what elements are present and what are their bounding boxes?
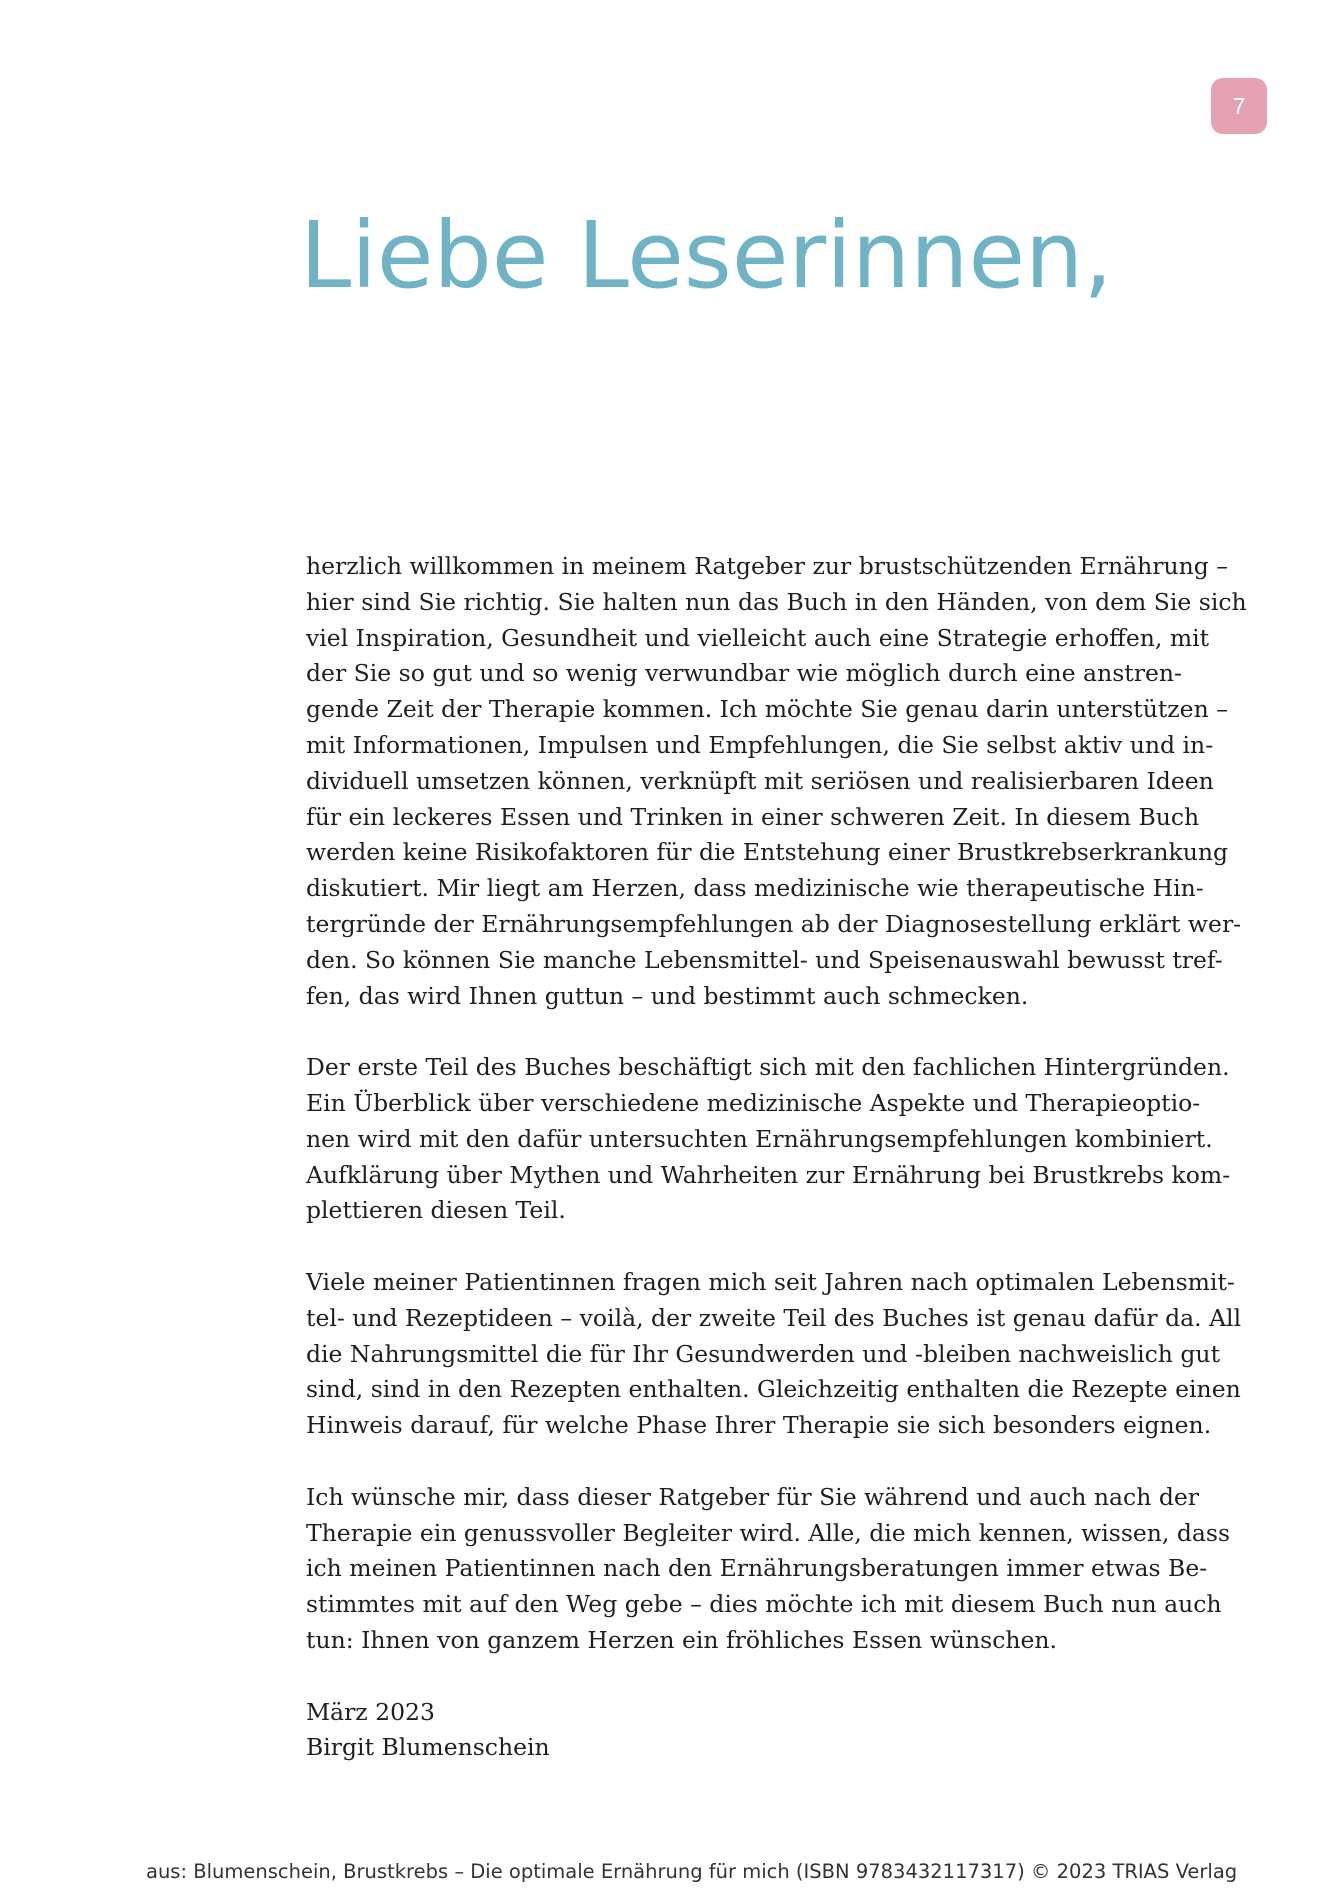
text-line: Hinweis darauf, für welche Phase Ihrer Therapie sie sich besonders eignen. <box>306 1411 1212 1440</box>
text-line: Ich wünsche mir, dass dieser Ratgeber für Sie während und auch nach der <box>306 1482 1199 1511</box>
paragraph-intro <box>306 549 1247 1014</box>
text-line: Ein Überblick über verschiedene medizinische Aspekte und Therapieoptio- <box>306 1088 1201 1117</box>
text-line: werden keine Risikofaktoren für die Entstehung einer Brustkrebserkrankung <box>306 838 1229 867</box>
page-number-badge: 7 <box>1211 78 1267 134</box>
text-line: viel Inspiration, Gesundheit und vielleicht auch eine Strategie erhoffen, mit <box>306 623 1210 652</box>
text-line: nen wird mit den dafür untersuchten Ernährungsempfehlungen kombiniert. <box>306 1124 1213 1153</box>
signoff-date: März 2023 <box>306 1697 435 1726</box>
text-line: der Sie so gut und so wenig verwundbar wie möglich durch eine anstren- <box>306 659 1182 688</box>
paragraph-closing <box>306 1480 1231 1659</box>
letter-body <box>306 549 1247 1766</box>
text-line: gende Zeit der Therapie kommen. Ich möchte Sie genau darin unterstützen – <box>306 695 1228 724</box>
text-line: dividuell umsetzen können, verknüpft mit seriösen und realisierbaren Ideen <box>306 766 1214 795</box>
text-line: Der erste Teil des Buches beschäftigt sich mit den fachlichen Hintergründen. <box>306 1053 1230 1082</box>
page-title: Liebe Leserinnen, <box>300 202 1113 309</box>
text-line: ich meinen Patientinnen nach den Ernährungsberatungen immer etwas Be- <box>306 1554 1208 1583</box>
text-line: tel- und Rezeptideen – voilà, der zweite Teil des Buches ist genau dafür da. All <box>306 1303 1242 1332</box>
text-line: fen, das wird Ihnen guttun – und bestimmt auch schmecken. <box>306 981 1029 1010</box>
text-line: sind, sind in den Rezepten enthalten. Gleichzeitig enthalten die Rezepte einen <box>306 1375 1241 1404</box>
text-line: Viele meiner Patientinnen fragen mich seit Jahren nach optimalen Lebensmit- <box>306 1267 1235 1296</box>
text-line: diskutiert. Mir liegt am Herzen, dass medizinische wie therapeutische Hin- <box>306 874 1204 903</box>
text-line: herzlich willkommen in meinem Ratgeber zur brustschützenden Ernährung – <box>306 552 1228 580</box>
text-line: für ein leckeres Essen und Trinken in einer schweren Zeit. In diesem Buch <box>306 802 1200 831</box>
text-line: tun: Ihnen von ganzem Herzen ein fröhliches Essen wünschen. <box>306 1625 1058 1654</box>
text-line: Therapie ein genussvoller Begleiter wird. Alle, die mich kennen, wissen, dass <box>306 1518 1231 1547</box>
paragraph-part-two <box>306 1265 1242 1444</box>
text-line: hier sind Sie richtig. Sie halten nun das Buch in den Händen, von dem Sie sich <box>306 587 1247 616</box>
text-line: den. So können Sie manche Lebensmittel- und Speisenauswahl bewusst tref- <box>306 945 1223 974</box>
text-line: mit Informationen, Impulsen und Empfehlungen, die Sie selbst aktiv und in- <box>306 730 1214 759</box>
text-line: stimmtes mit auf den Weg gebe – dies möchte ich mit diesem Buch nun auch <box>306 1590 1222 1619</box>
signoff <box>306 1695 1206 1767</box>
paragraph-part-one <box>306 1050 1231 1229</box>
signoff-author: Birgit Blumenschein <box>306 1733 550 1762</box>
text-line: tergründe der Ernährungsempfehlungen ab der Diagnosestellung erklärt wer- <box>306 909 1242 938</box>
text-line: Aufklärung über Mythen und Wahrheiten zur Ernährung bei Brustkrebs kom- <box>306 1160 1231 1189</box>
text-line: die Nahrungsmittel die für Ihr Gesundwerden und -bleiben nachweislich gut <box>306 1339 1221 1368</box>
source-footer: aus: Blumenschein, Brustkrebs – Die optimale Ernährung für mich (ISBN 9783432117317) © 2023 TRIAS Verlag <box>146 1860 1238 1883</box>
text-line: plettieren diesen Teil. <box>306 1196 566 1225</box>
